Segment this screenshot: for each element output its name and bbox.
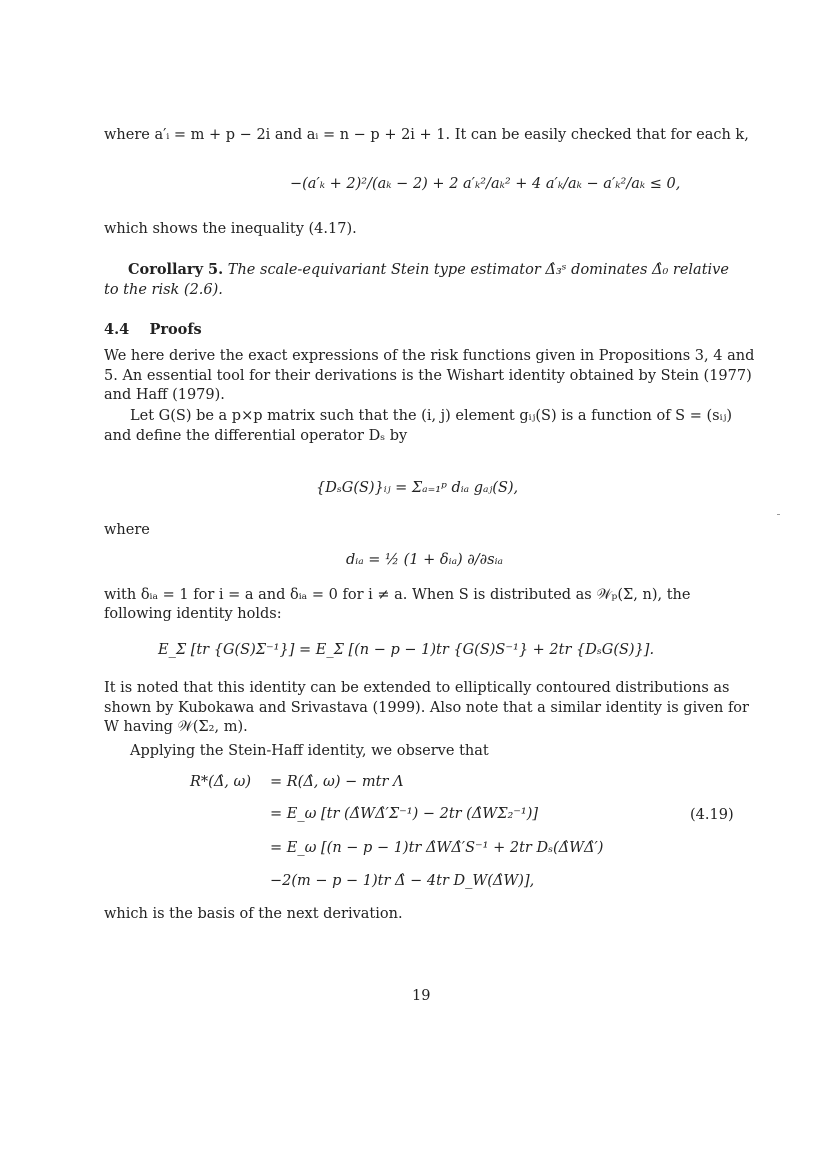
- paragraph-line: W having 𝒲(Σ₂, m).: [104, 719, 248, 735]
- paragraph-line: Applying the Stein-Haff identity, we observe that: [130, 743, 489, 759]
- paragraph-line: following identity holds:: [104, 606, 282, 622]
- equation-risk-lhs: R*(Δ̂, ω): [190, 774, 251, 790]
- page-number: 19: [412, 988, 431, 1004]
- paragraph-line: where a′ᵢ = m + p − 2i and aᵢ = n − p + 2i + 1. It can be easily checked that for each k,: [104, 127, 749, 143]
- paragraph-line: We here derive the exact expressions of the risk functions given in Propositions 3, 4 and: [104, 348, 755, 364]
- paragraph-line: 5. An essential tool for their derivations is the Wishart identity obtained by Stein (1977): [104, 368, 752, 384]
- equation-risk-row: = E_ω [(n − p − 1)tr Δ̂WΔ̂′S⁻¹ + 2tr Dₛ(Δ̂WΔ̂′): [270, 840, 604, 856]
- paragraph-line: and define the differential operator Dₛ by: [104, 428, 408, 444]
- equation-inequality: −(a′ₖ + 2)²/(aₖ − 2) + 2 a′ₖ²/aₖ² + 4 a′ₖ/aₖ − a′ₖ²/aₖ ≤ 0,: [290, 176, 681, 192]
- equation-stein-identity: E_Σ [tr {G(S)Σ⁻¹}] = E_Σ [(n − p − 1)tr {G(S)S⁻¹} + 2tr {DₛG(S)}].: [158, 642, 655, 658]
- equation-risk-row: = R(Δ̂, ω) − mtr Λ: [270, 774, 404, 790]
- paragraph-line: It is noted that this identity can be extended to elliptically contoured distributions as: [104, 680, 730, 696]
- equation-risk-row: −2(m − p − 1)tr Δ̂ − 4tr D_W(Δ̂W)],: [270, 873, 535, 889]
- corollary-label: Corollary 5.: [128, 261, 224, 278]
- paragraph-line: which is the basis of the next derivation.: [104, 906, 403, 922]
- paragraph-line: which shows the inequality (4.17).: [104, 221, 357, 237]
- paragraph-line: Let G(S) be a p×p matrix such that the (i, j) element gᵢⱼ(S) is a function of S = (sᵢⱼ): [130, 408, 732, 424]
- equation-number: (4.19): [690, 807, 734, 823]
- equation-operator: {DₛG(S)}ᵢⱼ = Σₐ₌₁ᵖ dᵢₐ gₐⱼ(S),: [316, 480, 519, 496]
- corollary-line-1: [128, 261, 729, 279]
- corollary-line-2: to the risk (2.6).: [104, 282, 223, 298]
- section-number: 4.4: [104, 321, 130, 338]
- paragraph-line: with δᵢₐ = 1 for i = a and δᵢₐ = 0 for i ≠ a. When S is distributed as 𝒲ₚ(Σ, n), the: [104, 587, 691, 603]
- equation-risk-row: = E_ω [tr (Δ̂WΔ̂′Σ⁻¹) − 2tr (Δ̂WΣ₂⁻¹)]: [270, 806, 539, 822]
- scan-mark: [777, 514, 780, 515]
- paragraph-line: shown by Kubokawa and Srivastava (1999). Also note that a similar identity is given for: [104, 700, 749, 716]
- equation-d: dᵢₐ = ½ (1 + δᵢₐ) ∂/∂sᵢₐ: [346, 552, 503, 568]
- paragraph-line: and Haff (1979).: [104, 387, 225, 403]
- section-title: Proofs: [149, 321, 202, 338]
- paragraph-line: where: [104, 522, 150, 538]
- section-heading: [104, 321, 202, 339]
- corollary-text: The scale-equivariant Stein type estimator Δ̂₃ˢ dominates Δ̂₀ relative: [227, 262, 729, 278]
